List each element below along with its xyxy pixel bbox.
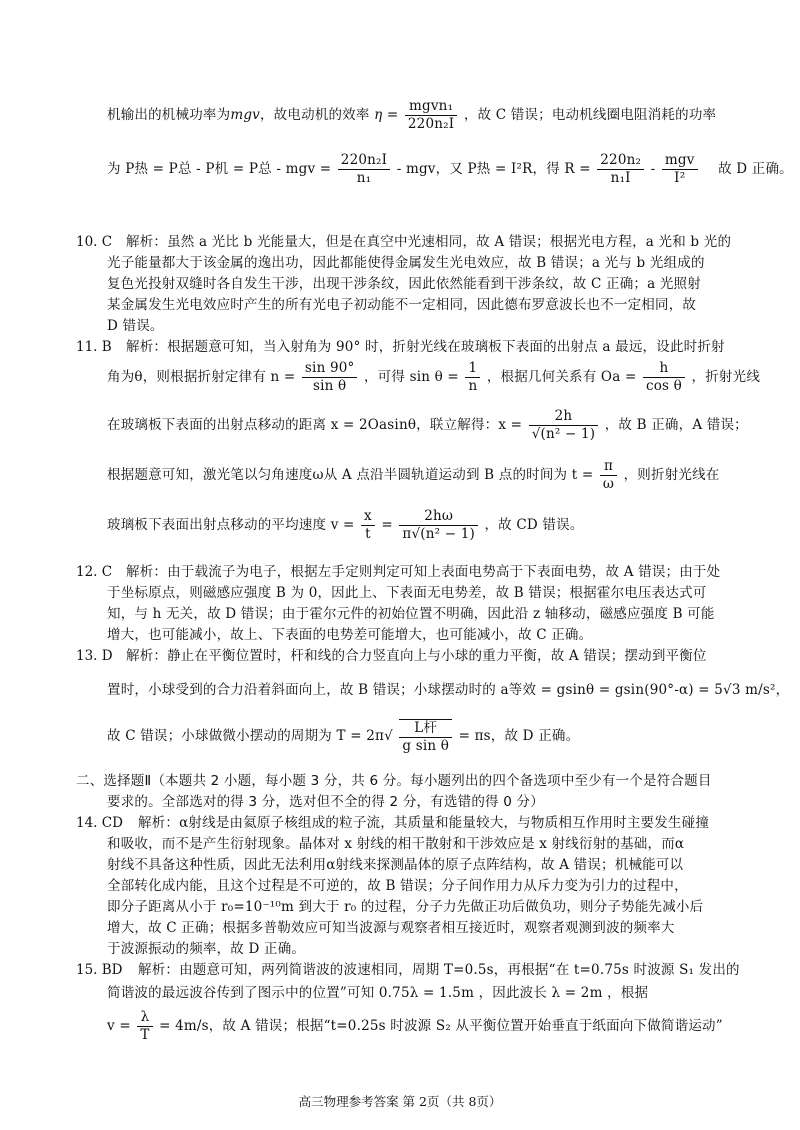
- denominator: n: [468, 378, 478, 394]
- q14-line: 解析：α射线是由氦原子核组成的粒子流，其质量和能量较大，与物质相互作用时主要发生碰撞: [138, 815, 710, 831]
- fraction-efficiency: [405, 98, 457, 133]
- question-number-12: 12. C: [76, 564, 113, 580]
- numerator: 2h: [529, 408, 599, 426]
- q13-line-1: 解析：静止在平衡位置时，杆和线的合力竖直向上与小球的重力平衡，故 A 错误；摆动到平衡位: [126, 648, 707, 664]
- numerator: 220n₂I: [338, 152, 390, 170]
- q15-line-1: 解析：由题意可知，两列简谐波的波速相同，周期 T=0.5s，再根据“在 t=0.75s 时波源 S₁ 发出的: [138, 962, 740, 978]
- fraction-r2: [662, 152, 698, 187]
- q12-line: 增大，也可能减小，故上、下表面的电势差可能增大，也可能减小，故 C 正确。: [107, 627, 593, 643]
- numerator: 220n₂: [597, 152, 644, 170]
- q10-line: 某金属发生光电效应时产生的所有光电子初动能不一定相同，因此德布罗意波长也不一定相同，故: [107, 297, 697, 313]
- question-number-13: 13. D: [76, 648, 113, 664]
- text: ，折射光线: [691, 369, 761, 385]
- intro-line-1: [107, 96, 716, 134]
- fraction-speed: [137, 1009, 152, 1044]
- denominator: n₁: [356, 170, 372, 186]
- numerator: mgvn₁: [405, 98, 457, 116]
- q12-line: 解析：由于载流子为电子，根据左手定则判定可知上表面电势高于下表面电势，故 A 错误；由于处: [126, 564, 721, 580]
- math-mgv: mgv: [230, 107, 260, 123]
- text: -: [650, 161, 656, 177]
- text: =: [381, 517, 393, 533]
- numerator: 2hω: [399, 508, 478, 526]
- q10-line: 复色光投射双缝时各自发生干涉，出现干涉条纹，因此依然能看到干涉条纹，故 C 正确；a 光照射: [107, 276, 701, 292]
- q14-line: 即分子距离从小于 r₀=10⁻¹⁰m 到大于 r₀ 的过程，分子力先做正功后做负功，则分子势能先减小后: [107, 899, 704, 915]
- q11-line-4: [107, 456, 720, 494]
- intro-line-2: [107, 150, 793, 188]
- q15-line-3: [107, 1006, 723, 1046]
- text: v =: [107, 1018, 131, 1034]
- denominator: cos θ: [645, 378, 683, 394]
- question-number-11: 11. B: [76, 339, 112, 355]
- q10-line: D 错误。: [107, 318, 164, 334]
- denominator: sin θ: [313, 378, 347, 394]
- text: ，故 CD 错误。: [484, 517, 584, 533]
- denominator: t: [365, 526, 371, 542]
- numerator: h: [643, 360, 685, 378]
- fraction-v: [361, 508, 375, 543]
- q11-line-3: [107, 406, 748, 444]
- question-number-14: 14. CD: [76, 815, 123, 831]
- fraction-r1: [597, 152, 644, 187]
- q13-line-2: 置时，小球受到的合力沿着斜面向上，故 B 错误；小球摆动时的 a等效 = gsinθ = gsin(90°-α) = 5√3 m/s²，: [107, 682, 790, 698]
- text: ，根据几何关系有 Oa =: [486, 369, 637, 385]
- text: = πs，故 D 正确。: [458, 728, 580, 744]
- numerator: L杆: [399, 720, 452, 738]
- text: 故 D 正确。: [718, 161, 793, 177]
- text: 根据题意可知，激光笔以匀角速度ω从 A 点沿半圆轨道运动到 B 点的时间为 t =: [107, 467, 594, 483]
- denominator: T: [140, 1027, 150, 1043]
- numerator: sin 90°: [302, 360, 358, 378]
- text: ，故电动机的效率: [259, 107, 370, 123]
- numerator: x: [361, 508, 375, 526]
- text: = 4m/s，故 A 错误；根据“t=0.25s 时波源 S₂ 从平衡位置开始垂直于纸面向下做简谐运动”: [159, 1018, 723, 1034]
- text: ，可得 sin θ =: [363, 369, 459, 385]
- text: ，故 B 正确，A 错误；: [604, 417, 748, 433]
- denominator: √(n² − 1): [531, 426, 596, 442]
- fraction-v2: [399, 508, 478, 543]
- denominator: n₁I: [610, 170, 631, 186]
- text: 故 C 错误；小球做微小摆动的周期为 T = 2π√: [107, 728, 393, 744]
- fraction-n: [302, 360, 358, 395]
- text: ，故 C 错误；电动机线圈电阻消耗的功率: [463, 107, 717, 123]
- section-2-heading: 二、选择题Ⅱ（本题共 2 小题，每小题 3 分，共 6 分。每小题列出的四个备选项中至少有一个是符合题目: [76, 773, 712, 789]
- text: ，则折射光线在: [623, 467, 720, 483]
- denominator: π√(n² − 1): [402, 526, 475, 542]
- text: 为 P热 = P总 - P机 = P总 - mgv =: [107, 161, 332, 177]
- text: - mgv，又 P热 = I²R，得 R =: [396, 161, 591, 177]
- denominator: I²: [674, 170, 686, 186]
- q12-line: 知，与 h 无关，故 D 错误；由于霍尔元件的初始位置不明确，因此沿 z 轴移动，磁感应强度 B 可能: [107, 606, 715, 622]
- q14-line: 于波源振动的频率，故 D 正确。: [107, 941, 306, 957]
- fraction-t: [600, 458, 617, 493]
- q14-line: 全部转化成内能，且这个过程是不可逆的，故 B 错误；分子间作用力从斥力变为引力的过程中，: [107, 878, 688, 894]
- text: 玻璃板下表面出射点移动的平均速度 v =: [107, 517, 355, 533]
- q10-line: 解析：虽然 a 光比 b 光能量大，但是在真空中光速相同，故 A 错误；根据光电方程，a 光和 b 光的: [126, 234, 732, 250]
- q11-line-1: 解析：根据题意可知，当入射角为 90° 时，折射光线在玻璃板下表面的出射点 a 最远，设此时折射: [126, 339, 725, 355]
- question-number-15: 15. BD: [76, 962, 123, 978]
- numerator: π: [600, 458, 617, 476]
- numerator: 1: [465, 360, 480, 378]
- q10-line: 光子能量都大于该金属的逸出功，因此都能使得金属发生光电效应，故 B 错误；a 光与 b 光组成的: [107, 255, 705, 271]
- text: 在玻璃板下表面的出射点移动的距离 x = 2Oasinθ，联立解得：x =: [107, 417, 523, 433]
- numerator: λ: [137, 1009, 152, 1027]
- question-number-10: 10. C: [76, 234, 113, 250]
- denominator: 220n₂I: [407, 116, 455, 132]
- q14-line: 射线不具备这种性质，因此无法利用α射线来探测晶体的原子点阵结构，故 A 错误；机械能可以: [107, 857, 684, 873]
- q15-line-2: 简谐波的最远波谷传到了图示中的位置”可知 0.75λ = 1.5m ，因此波长 λ = 2m ，根据: [107, 985, 649, 1001]
- math-eta: η =: [374, 107, 399, 123]
- fraction-p: [338, 152, 390, 187]
- text: 机输出的机械功率为: [107, 107, 231, 123]
- fraction-period: [399, 719, 452, 755]
- denominator: ω: [602, 476, 615, 492]
- fraction-sin: [465, 360, 480, 395]
- page-footer: 高三物理参考答案 第 2页（共 8页）: [298, 1094, 502, 1109]
- q14-line: 和吸收，而不是产生衍射现象。晶体对 x 射线的相干散射和干涉效应是 x 射线衍射的基础，而α: [107, 836, 685, 852]
- section-2-heading-2: 要求的。全部选对的得 3 分，选对但不全的得 2 分，有选错的得 0 分）: [107, 794, 544, 810]
- q11-line-2: [107, 358, 760, 396]
- q12-line: 于坐标原点，则磁感应强度 B 为 0，因此上、下表面无电势差，故 B 错误；根据霍尔电压表达式可: [107, 585, 707, 601]
- fraction-oa: [643, 360, 685, 395]
- q14-line: 增大，故 C 正确；根据多普勒效应可知当波源与观察者相互接近时，观察者观测到波的频率大: [107, 920, 675, 936]
- fraction-x: [529, 408, 599, 443]
- numerator: mgv: [662, 152, 698, 170]
- q11-line-5: [107, 506, 584, 544]
- q13-line-3: [107, 716, 579, 756]
- denominator: g sin θ: [402, 737, 450, 754]
- text: 角为θ，则根据折射定律有 n =: [107, 369, 296, 385]
